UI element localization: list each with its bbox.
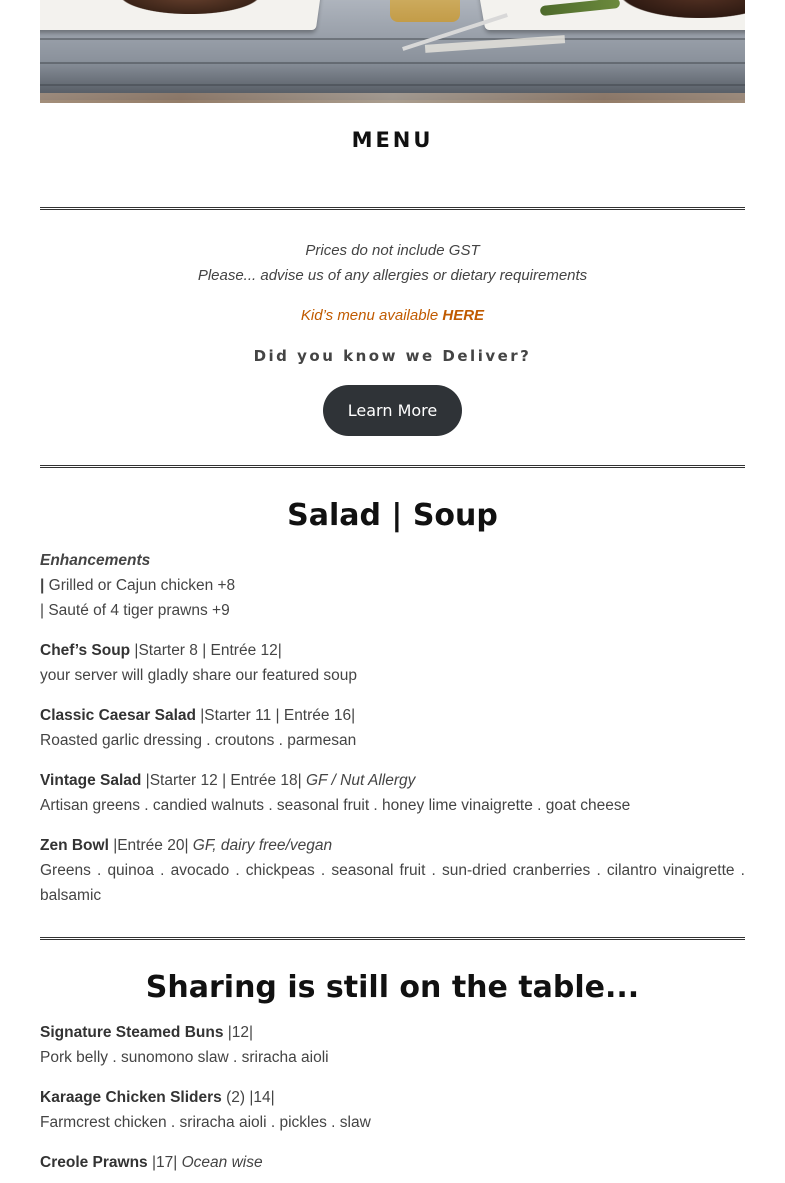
menu-item	[40, 1150, 745, 1175]
menu-item	[40, 703, 745, 753]
enhancement-line: | Sauté of 4 tiger prawns +9	[40, 602, 230, 619]
item-description: Farmcrest chicken . sriracha aioli . pickles . slaw	[40, 1114, 371, 1131]
kids-menu-note	[40, 307, 745, 324]
deliver-question: Did you know we Deliver?	[253, 347, 532, 365]
menu-item	[40, 833, 745, 908]
item-name: Creole Prawns	[40, 1154, 148, 1171]
menu-item	[40, 638, 745, 688]
page-title: MENU	[351, 128, 434, 152]
gst-note: Prices do not include GST	[305, 242, 480, 259]
table-legs	[40, 93, 745, 103]
food-left	[120, 0, 260, 14]
item-price: |Entrée 20|	[108, 837, 193, 854]
item-name: Chef’s Soup	[40, 642, 131, 659]
section-title-sharing: Sharing is still on the table...	[145, 970, 640, 1005]
kids-menu-link[interactable]: HERE	[442, 307, 485, 324]
item-tag: GF, dairy free/vegan	[192, 837, 333, 854]
menu-item	[40, 1020, 745, 1070]
section-title-salad-soup: Salad | Soup	[287, 498, 498, 533]
item-description: Pork belly . sunomono slaw . sriracha aioli	[40, 1049, 329, 1066]
item-name: Karaage Chicken Sliders	[40, 1089, 222, 1106]
menu-item	[40, 1085, 745, 1135]
kids-menu-text: Kid’s menu available	[300, 307, 439, 324]
learn-more-button[interactable]: Learn More	[323, 385, 462, 436]
divider	[40, 465, 745, 468]
divider	[40, 937, 745, 940]
item-price: |17|	[147, 1154, 182, 1171]
item-name: Zen Bowl	[40, 837, 109, 854]
divider	[40, 207, 745, 210]
hero-image	[40, 0, 745, 103]
menu-item	[40, 768, 745, 818]
food-right	[620, 0, 745, 18]
enhancements-heading: Enhancements	[40, 552, 151, 569]
table-slat	[40, 62, 745, 64]
item-price: |Starter 12 | Entrée 18|	[141, 772, 306, 789]
item-description: your server will gladly share our featured soup	[40, 667, 358, 684]
enhancements	[40, 548, 745, 623]
item-price: (2) |14|	[221, 1089, 275, 1106]
item-tag: Ocean wise	[181, 1154, 263, 1171]
item-price: |12|	[223, 1024, 254, 1041]
allergy-note: Please... advise us of any allergies or dietary requirements	[197, 267, 588, 284]
item-description: Artisan greens . candied walnuts . seasonal fruit . honey lime vinaigrette . goat cheese	[40, 797, 631, 814]
table-slat	[40, 84, 745, 86]
item-name: Vintage Salad	[40, 772, 142, 789]
enhancement-line: | Grilled or Cajun chicken +8	[40, 577, 236, 594]
item-description: Greens . quinoa . avocado . chickpeas . seasonal fruit . sun-dried cranberries . cilantro vinaigrette . balsamic	[40, 862, 745, 904]
item-price: |Starter 8 | Entrée 12|	[130, 642, 282, 659]
item-description: Roasted garlic dressing . croutons . parmesan	[40, 732, 357, 749]
beer-glass	[390, 0, 460, 22]
item-price: |Starter 11 | Entrée 16|	[195, 707, 356, 724]
table-slat	[40, 38, 745, 40]
item-name: Classic Caesar Salad	[40, 707, 196, 724]
item-name: Signature Steamed Buns	[40, 1024, 224, 1041]
item-tag: GF / Nut Allergy	[305, 772, 416, 789]
